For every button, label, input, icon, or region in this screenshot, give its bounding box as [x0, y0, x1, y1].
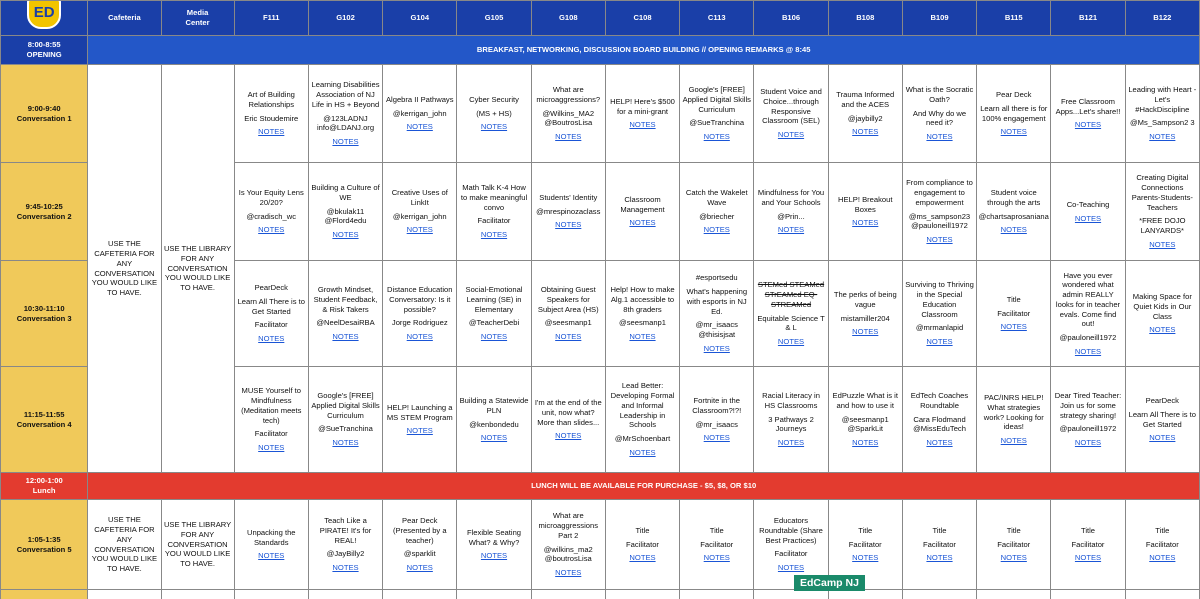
partial-cell	[1051, 590, 1125, 599]
session-text: PearDeck	[1145, 396, 1179, 406]
session-text: @wilkins_ma2 @boutrosLisa	[543, 544, 593, 564]
notes-link[interactable]: NOTES	[258, 334, 285, 344]
session-text: MUSE Yourself to Mindfulness (Meditation meets tech)	[241, 386, 302, 425]
partial-cell	[977, 590, 1051, 599]
session-cell	[1125, 261, 1199, 367]
notes-link[interactable]: NOTES	[1149, 325, 1176, 335]
session-text: Racial Literacy in HS Classrooms	[762, 391, 820, 410]
session-text: @NeelDesaiRBA	[316, 318, 375, 328]
session-cell	[754, 261, 828, 367]
session-text: Art of Building Relationships	[247, 90, 295, 109]
session-cell	[1125, 163, 1199, 261]
session-cell	[383, 261, 457, 367]
time-slot: 11:15-11:55 Conversation 4	[1, 367, 88, 473]
session-cell	[977, 261, 1051, 367]
session-cell	[977, 367, 1051, 473]
notes-link[interactable]: NOTES	[258, 442, 285, 452]
session-cell	[902, 367, 976, 473]
notes-link[interactable]: NOTES	[406, 426, 433, 436]
session-text: What's happening with esports in NJ Ed.	[686, 287, 748, 316]
session-text: Facilitator	[477, 216, 511, 226]
session-cell	[457, 500, 531, 590]
partial-cell	[383, 590, 457, 599]
notes-link[interactable]: NOTES	[703, 433, 730, 443]
session-cell	[457, 163, 531, 261]
session-text: @pauloneill1972	[1059, 332, 1117, 342]
notes-link[interactable]: NOTES	[629, 120, 656, 130]
session-cell	[828, 163, 902, 261]
session-cell	[531, 65, 605, 163]
session-text: Mindfulness for You and Your Schools	[757, 188, 825, 207]
session-text: Eric Stoudemire	[244, 113, 299, 123]
session-cell	[308, 367, 382, 473]
header-room: B115	[977, 1, 1051, 36]
notes-link[interactable]: NOTES	[777, 225, 805, 235]
watermark: EdCamp NJ	[794, 575, 865, 591]
partial-cell	[234, 590, 308, 599]
library-note: USE THE LIBRARY FOR ANY CONVERSATION YOU WOULD LIKE TO HAVE.	[161, 65, 234, 473]
session-cell	[308, 65, 382, 163]
header-room: B109	[902, 1, 976, 36]
session-text: Fortnite in the Classroom?!?!	[692, 396, 742, 415]
notes-link[interactable]: NOTES	[629, 332, 656, 342]
session-text: @briecher	[699, 211, 735, 221]
session-cell	[902, 163, 976, 261]
session-text: What are microaggressions?	[536, 85, 601, 104]
lunch-row	[1, 473, 1200, 500]
session-text: Building a Statewide PLN	[459, 396, 529, 415]
partial-cell	[1125, 590, 1199, 599]
conversation-row	[1, 500, 1200, 590]
session-text: Catch the Wakelet Wave	[685, 188, 748, 207]
notes-link[interactable]: NOTES	[703, 343, 730, 353]
session-text: @mrespinozaclass	[536, 206, 601, 216]
notes-link[interactable]: NOTES	[703, 553, 730, 563]
session-text: @Ms_Sampson2 3	[1129, 118, 1195, 128]
session-text: Facilitator	[700, 539, 734, 549]
header-room: B121	[1051, 1, 1125, 36]
session-text: Growth Mindset, Student Feedback, & Risk Takers	[313, 285, 378, 314]
notes-link[interactable]: NOTES	[777, 563, 805, 573]
session-text: Creating Digital Connections Parents-Students-Teachers	[1131, 173, 1193, 212]
session-cell	[605, 500, 679, 590]
session-cell	[457, 367, 531, 473]
notes-link[interactable]: NOTES	[1000, 436, 1027, 446]
session-cell	[680, 163, 754, 261]
notes-link[interactable]: NOTES	[332, 438, 359, 448]
header-room: G108	[531, 1, 605, 36]
session-text: @mr_isaacs	[695, 419, 738, 429]
session-cell	[902, 65, 976, 163]
logo-cell	[1, 1, 88, 36]
session-text: Teach Like a PIRATE! It's for REAL!	[319, 516, 372, 545]
notes-link[interactable]: NOTES	[1074, 346, 1102, 356]
session-cell	[680, 65, 754, 163]
session-cell	[308, 163, 382, 261]
time-lunch: 12:00-1:00 Lunch	[1, 473, 88, 500]
notes-link[interactable]: NOTES	[1074, 213, 1102, 223]
partial-cell	[1, 590, 88, 599]
session-cell	[531, 367, 605, 473]
notes-link[interactable]: NOTES	[555, 220, 582, 230]
session-text: Trauma Informed and the ACES	[836, 90, 895, 109]
notes-link[interactable]: NOTES	[258, 225, 285, 235]
partial-cell	[88, 590, 161, 599]
session-cell	[531, 261, 605, 367]
session-text: (MS + HS)	[476, 108, 512, 118]
notes-link[interactable]: NOTES	[555, 332, 582, 342]
session-text: @bkulak11 @Flord4edu	[324, 206, 367, 226]
session-text: @sparklit	[403, 549, 436, 559]
session-text: @mr_isaacs @thisisjsat	[695, 320, 738, 340]
session-text: @MrSchoenbart	[614, 434, 671, 444]
notes-link[interactable]: NOTES	[480, 230, 508, 240]
session-text: Title	[709, 525, 724, 535]
notes-link[interactable]: NOTES	[332, 563, 359, 573]
notes-link[interactable]: NOTES	[480, 332, 508, 342]
notes-link[interactable]: NOTES	[629, 447, 656, 457]
session-text: Title	[1080, 525, 1096, 535]
opening-row	[1, 36, 1200, 65]
notes-link[interactable]: NOTES	[777, 438, 805, 448]
session-text: @Wilkins_MA2 @BoutrosLisa	[542, 108, 595, 128]
header-room: C108	[605, 1, 679, 36]
notes-link[interactable]: NOTES	[1074, 120, 1102, 130]
conversation-row	[1, 65, 1200, 163]
session-text: @seesmanp1 @SparkLit	[841, 414, 889, 434]
notes-link[interactable]: NOTES	[852, 218, 879, 228]
notes-link[interactable]: NOTES	[852, 438, 879, 448]
session-text: Facilitator	[923, 539, 956, 549]
partial-cell	[308, 590, 382, 599]
session-text: EdPuzzle What is it and how to use it	[832, 391, 898, 410]
session-cell	[383, 500, 457, 590]
session-text: Facilitator	[254, 320, 288, 330]
session-text: Pear Deck	[996, 90, 1032, 100]
partial-cell	[605, 590, 679, 599]
partial-cell	[902, 590, 976, 599]
session-text: mistamiller204	[840, 313, 890, 323]
session-text: Learning Disabilities Association of NJ Life in HS + Beyond	[311, 80, 380, 109]
session-text: @jaybilly2	[847, 113, 883, 123]
session-text: @SueTranchina	[318, 424, 373, 434]
notes-link[interactable]: NOTES	[1074, 438, 1102, 448]
notes-link[interactable]: NOTES	[1000, 127, 1027, 137]
session-cell	[234, 261, 308, 367]
notes-link[interactable]: NOTES	[406, 332, 433, 342]
session-text: Surviving to Thriving in the Special Education Classroom	[905, 280, 974, 319]
session-text: PearDeck	[254, 283, 288, 293]
session-text: @kerrigan_john	[392, 211, 447, 221]
session-text: @123LADNJ info@LDANJ.org	[316, 113, 375, 133]
cafeteria-note: USE THE CAFETERIA FOR ANY CONVERSATION YOU WOULD LIKE TO HAVE.	[88, 500, 161, 590]
session-text: What is the Socratic Oath?	[905, 85, 974, 104]
session-cell	[902, 261, 976, 367]
notes-link[interactable]: NOTES	[555, 431, 582, 441]
session-text: Creative Uses of LinkIt	[391, 188, 448, 207]
session-cell	[977, 500, 1051, 590]
session-text: @chartsaprosaniana	[978, 211, 1049, 221]
session-text: *FREE DOJO LANYARDS*	[1139, 216, 1186, 236]
session-text: 3 Pathways 2 Journeys	[768, 414, 814, 434]
notes-link[interactable]: NOTES	[703, 225, 730, 235]
session-text: Students' Identity	[539, 192, 598, 202]
partial-cell	[161, 590, 234, 599]
session-cell	[383, 163, 457, 261]
session-text: From compliance to engagement to empowerment	[906, 178, 973, 207]
session-text: @seesmanp1	[619, 318, 666, 328]
session-text: @JayBilly2	[326, 549, 365, 559]
session-text: Facilitator	[848, 539, 882, 549]
time-opening: 8:00-8:55 OPENING	[1, 36, 88, 65]
notes-link[interactable]: NOTES	[1149, 433, 1176, 443]
notes-link[interactable]: NOTES	[777, 130, 805, 140]
time-slot: 10:30-11:10 Conversation 3	[1, 261, 88, 367]
session-cell	[457, 261, 531, 367]
header-cafeteria: Cafeteria	[88, 1, 161, 36]
session-text: Facilitator	[626, 539, 659, 549]
session-text: Pear Deck (Presented by a teacher)	[392, 516, 447, 545]
session-text: Unpacking the Standards	[246, 527, 296, 547]
session-text: Educators Roundtable (Share Best Practices)	[759, 516, 823, 545]
session-text: Facilitator	[997, 308, 1031, 318]
session-cell	[234, 163, 308, 261]
notes-link[interactable]: NOTES	[555, 132, 582, 142]
session-text: @kerrigan_john	[392, 108, 447, 118]
time-slot: 9:45-10:25 Conversation 2	[1, 163, 88, 261]
session-text: And Why do we need it?	[912, 108, 967, 128]
session-text: Dear Tired Teacher: Join us for some strategy sharing!	[1054, 391, 1122, 420]
session-text: Social-Emotional Learning (SE) in Elementary	[465, 285, 523, 314]
session-cell	[605, 65, 679, 163]
session-text: Facilitator	[774, 549, 808, 559]
notes-link[interactable]: NOTES	[852, 327, 879, 337]
session-text: Title	[1006, 525, 1021, 535]
session-text: @cradisch_wc	[246, 211, 297, 221]
session-cell	[605, 261, 679, 367]
session-cell	[902, 500, 976, 590]
partial-cell	[680, 590, 754, 599]
session-text: I'm at the end of the unit, now what? More than slides...	[534, 398, 602, 427]
session-text: Free Classroom Apps...Let's share!!	[1055, 96, 1121, 116]
header-room: G104	[383, 1, 457, 36]
session-text: Google's [FREE] Applied Digital Skills Curriculum	[311, 391, 380, 420]
partial-cell	[457, 590, 531, 599]
session-cell	[383, 65, 457, 163]
session-cell	[828, 367, 902, 473]
session-text: Learn All There is to Get Started	[237, 296, 305, 316]
header-room: G105	[457, 1, 531, 36]
session-text: Algebra II Pathways	[385, 94, 454, 104]
session-text: HELP! Here's $500 for a mini-grant	[610, 96, 675, 116]
session-cell	[680, 261, 754, 367]
notes-link[interactable]: NOTES	[406, 563, 433, 573]
session-text: Student voice through the arts	[987, 188, 1041, 207]
session-cell	[308, 500, 382, 590]
session-text: EdTech Coaches Roundtable	[910, 391, 969, 410]
notes-link[interactable]: NOTES	[777, 336, 805, 346]
session-text: Co-Teaching	[1066, 199, 1110, 209]
session-cell	[234, 65, 308, 163]
next-row-partial	[1, 590, 1200, 599]
notes-link[interactable]: NOTES	[703, 132, 730, 142]
header-media-center: Media Center	[161, 1, 234, 36]
session-text: Learn all there is for 100% engagement	[980, 103, 1048, 123]
session-cell	[828, 261, 902, 367]
session-cell	[531, 163, 605, 261]
session-cell	[828, 65, 902, 163]
session-text: Distance Education Conversatory: Is it possible?	[387, 285, 453, 314]
session-text: Equitable Science T & L	[757, 313, 825, 333]
notes-link[interactable]: NOTES	[258, 127, 285, 137]
session-text: Facilitator	[1145, 539, 1179, 549]
session-text: @kenbondedu	[469, 419, 519, 429]
session-text: Google's [FREE] Applied Digital Skills Curriculum	[682, 85, 751, 114]
notes-link[interactable]: NOTES	[555, 567, 582, 577]
session-cell	[234, 367, 308, 473]
notes-link[interactable]: NOTES	[332, 332, 359, 342]
session-text: PAC/INRS HELP! What strategies work? Looking for ideas!	[983, 393, 1044, 432]
session-text: Help! How to make Alg.1 accessible to 8th graders	[610, 285, 675, 314]
session-cell	[680, 367, 754, 473]
notes-link[interactable]: NOTES	[926, 132, 953, 142]
cafeteria-note: USE THE CAFETERIA FOR ANY CONVERSATION YOU WOULD LIKE TO HAVE.	[88, 65, 161, 473]
session-text: @seesmanp1	[544, 318, 592, 328]
session-text: What are microaggressions Part 2	[538, 511, 599, 540]
opening-banner: BREAKFAST, NETWORKING, DISCUSSION BOARD BUILDING // OPENING REMARKS @ 8:45	[88, 36, 1200, 65]
session-text: HELP! Launching a MS STEM Program	[386, 402, 453, 422]
edcamp-logo: ED	[27, 1, 61, 30]
notes-link[interactable]: NOTES	[480, 122, 508, 132]
header-room: B108	[828, 1, 902, 36]
session-cell	[1051, 163, 1125, 261]
session-cell	[605, 367, 679, 473]
notes-link[interactable]: NOTES	[332, 230, 359, 240]
partial-cell	[531, 590, 605, 599]
session-text: Facilitator	[1071, 539, 1105, 549]
library-note: USE THE LIBRARY FOR ANY CONVERSATION YOU WOULD LIKE TO HAVE.	[161, 500, 234, 590]
session-text: Title	[1006, 294, 1021, 304]
notes-link[interactable]: NOTES	[1000, 553, 1027, 563]
session-text: Obtaining Guest Speakers for Subject Area (HS)	[537, 285, 599, 314]
session-cell	[1125, 500, 1199, 590]
notes-link[interactable]: NOTES	[1000, 225, 1027, 235]
session-cell	[1051, 500, 1125, 590]
session-cell	[1051, 65, 1125, 163]
session-text: Title	[858, 525, 873, 535]
notes-link[interactable]: NOTES	[1149, 553, 1176, 563]
session-text: Facilitator	[254, 429, 288, 439]
session-text: STEMed STEAMed STrEAMed EQ-STREAMed	[757, 280, 825, 309]
notes-link[interactable]: NOTES	[258, 551, 285, 561]
session-text: Title	[932, 525, 947, 535]
session-cell	[383, 367, 457, 473]
notes-link[interactable]: NOTES	[406, 225, 433, 235]
session-text: Making Space for Quiet Kids in Our Class	[1132, 292, 1192, 321]
session-text: #esportsedu	[695, 273, 738, 283]
session-text: Learn All There is to Get Started	[1128, 409, 1197, 429]
session-text: The perks of being vague	[833, 290, 897, 309]
lunch-banner: LUNCH WILL BE AVAILABLE FOR PURCHASE - $5, $8, OR $10	[88, 473, 1200, 500]
notes-link[interactable]: NOTES	[852, 553, 879, 563]
session-text: @TeacherDebi	[468, 318, 520, 328]
session-cell	[531, 500, 605, 590]
session-cell	[977, 163, 1051, 261]
session-text: Student Voice and Choice...through Responsive Classroom (SEL)	[760, 87, 822, 126]
notes-link[interactable]: NOTES	[926, 553, 953, 563]
notes-link[interactable]: NOTES	[852, 127, 879, 137]
session-text: @Prin...	[777, 211, 805, 221]
notes-link[interactable]: NOTES	[629, 553, 656, 563]
session-text: HELP! Breakout Boxes	[838, 194, 893, 214]
header-room: B122	[1125, 1, 1199, 36]
session-text: @mrmanlapid	[915, 323, 964, 333]
session-cell	[680, 500, 754, 590]
session-cell	[1125, 367, 1199, 473]
session-cell	[754, 367, 828, 473]
header-room: C113	[680, 1, 754, 36]
session-text: Facilitator	[997, 539, 1031, 549]
session-text: Leading with Heart - Let's #HackDiscipline	[1128, 85, 1197, 114]
session-text: Title	[1155, 525, 1170, 535]
session-text: Cyber Security	[469, 94, 519, 104]
session-text: Lead Better: Developing Formal and Informal Leadership in Schools	[610, 381, 675, 430]
session-text: Is Your Equity Lens 20/20?	[238, 188, 304, 207]
session-cell	[457, 65, 531, 163]
session-text: Jorge Rodriguez	[391, 318, 448, 328]
session-cell	[234, 500, 308, 590]
session-text: @SueTranchina	[689, 118, 745, 128]
session-text: Flexible Seating What? & Why?	[466, 527, 522, 547]
session-cell	[1051, 261, 1125, 367]
session-text: Math Talk K-4 How to make meaningful convo	[460, 183, 528, 212]
notes-link[interactable]: NOTES	[1149, 132, 1176, 142]
session-text: Cara Flodmand @MissEduTech	[913, 414, 966, 434]
session-cell	[605, 163, 679, 261]
header-room: B106	[754, 1, 828, 36]
notes-link[interactable]: NOTES	[926, 234, 953, 244]
time-slot: 1:05-1:35 Conversation 5	[1, 500, 88, 590]
header-room: G102	[308, 1, 382, 36]
session-text: @ms_sampson23 @pauloneill1972	[908, 211, 971, 231]
notes-link[interactable]: NOTES	[1000, 322, 1027, 332]
notes-link[interactable]: NOTES	[629, 218, 656, 228]
session-cell	[754, 65, 828, 163]
session-cell	[754, 163, 828, 261]
notes-link[interactable]: NOTES	[480, 433, 508, 443]
session-text: Have you ever wondered what admin REALLY looks for in teacher evals. Come find out!	[1055, 270, 1121, 329]
notes-link[interactable]: NOTES	[332, 136, 359, 146]
session-text: @pauloneill1972	[1059, 424, 1117, 434]
header-room: F111	[234, 1, 308, 36]
notes-link[interactable]: NOTES	[1149, 239, 1176, 249]
notes-link[interactable]: NOTES	[926, 336, 953, 346]
notes-link[interactable]: NOTES	[406, 122, 433, 132]
notes-link[interactable]: NOTES	[1074, 553, 1102, 563]
session-text: Title	[635, 525, 650, 535]
time-slot: 9:00-9:40 Conversation 1	[1, 65, 88, 163]
session-cell	[977, 65, 1051, 163]
session-cell	[1051, 367, 1125, 473]
session-text: Classroom Management	[620, 194, 665, 214]
notes-link[interactable]: NOTES	[926, 438, 953, 448]
session-cell	[308, 261, 382, 367]
notes-link[interactable]: NOTES	[480, 551, 508, 561]
session-text: Building a Culture of WE	[311, 183, 380, 202]
session-cell	[1125, 65, 1199, 163]
header-row	[1, 1, 1200, 36]
